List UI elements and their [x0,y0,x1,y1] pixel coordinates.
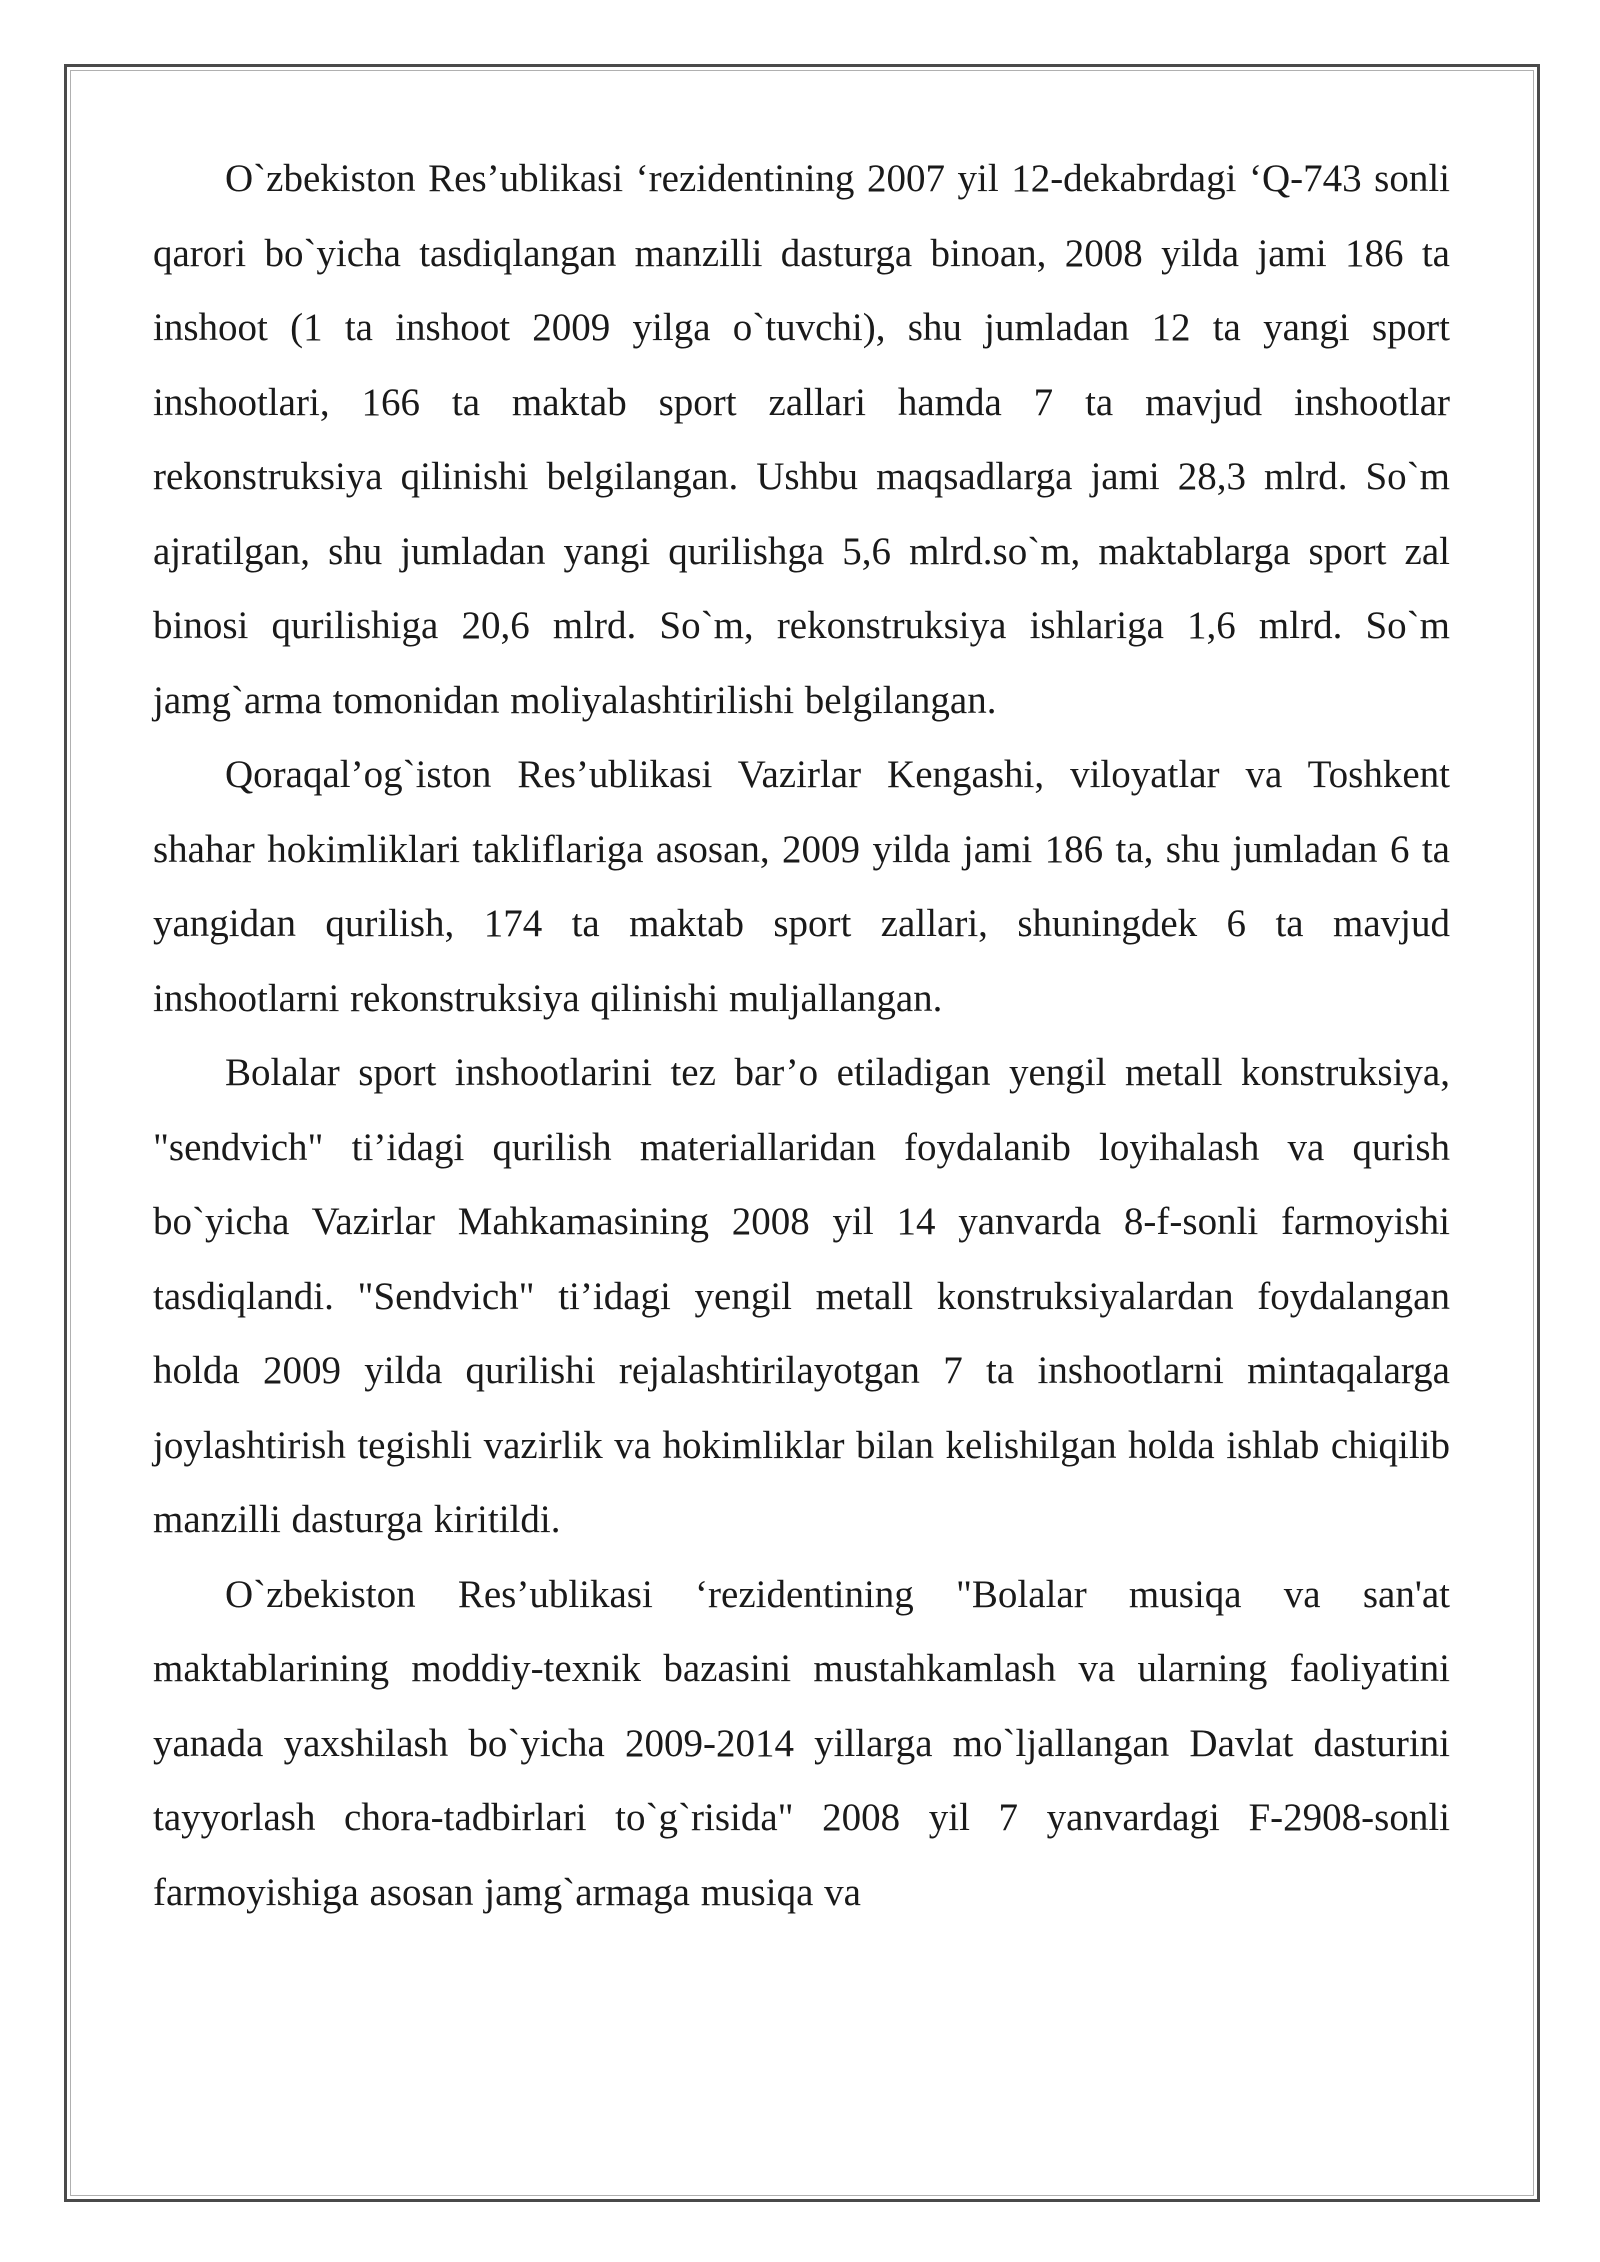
document-body [153,142,1450,1930]
paragraph-4: O`zbekiston Res’ublikasi ‘rezidentining "Bolalar musiqa va san'at maktablarining moddiy-texnik bazasini mustahkamlash va ularning faoliyatini yanada yaxshilash bo`yicha 2009-2014 yillarga mo`ljallangan Davlat dasturini tayyorlash chora-tadbirlari to`g`risida" 2008 yil 7 yanvardagi F-2908-sonli farmoyishiga asosan jamg`armaga musiqa va [153,1572,1450,1914]
paragraph-1: O`zbekiston Res’ublikasi ‘rezidentining 2007 yil 12-dekabrdagi ‘Q-743 sonli qarori bo`yicha tasdiqlangan manzilli dasturga binoan, 2008 yilda jami 186 ta inshoot (1 ta inshoot 2009 yilga o`tuvchi), shu jumladan 12 ta yangi sport inshootlari, 166 ta maktab sport zallari hamda 7 ta mavjud inshootlar rekonstruksiya qilinishi belgilangan. Ushbu maqsadlarga jami 28,3 mlrd. So`m ajratilgan, shu jumladan yangi qurilishga 5,6 mlrd.so`m, maktablarga sport zal binosi qurilishiga 20,6 mlrd. So`m, rekonstruksiya ishlariga 1,6 mlrd. So`m jamg`arma tomonidan moliyalashtirilishi belgilangan. [153,157,1450,722]
paragraph-2: Qoraqal’og`iston Res’ublikasi Vazirlar Kengashi, viloyatlar va Toshkent shahar hokimliklari takliflariga asosan, 2009 yilda jami 186 ta, shu jumladan 6 ta yangidan qurilish, 174 ta maktab sport zallari, shuningdek 6 ta mavjud inshootlarni rekonstruksiya qilinishi muljallangan. [153,753,1450,1020]
paragraph-3: Bolalar sport inshootlarini tez bar’o etiladigan yengil metall konstruksiya, "sendvich" ti’idagi qurilish materiallaridan foydalanib loyihalash va qurish bo`yicha Vazirlar Mahkamasining 2008 yil 14 yanvarda 8-f-sonli farmoyishi tasdiqlandi. "Sendvich" ti’idagi yengil metall konstruksiyalardan foydalangan holda 2009 yilda qurilishi rejalashtirilayotgan 7 ta inshootlarni mintaqalarga joylashtirish tegishli vazirlik va hokimliklar bilan kelishilgan holda ishlab chiqilib manzilli dasturga kiritildi. [153,1051,1450,1541]
